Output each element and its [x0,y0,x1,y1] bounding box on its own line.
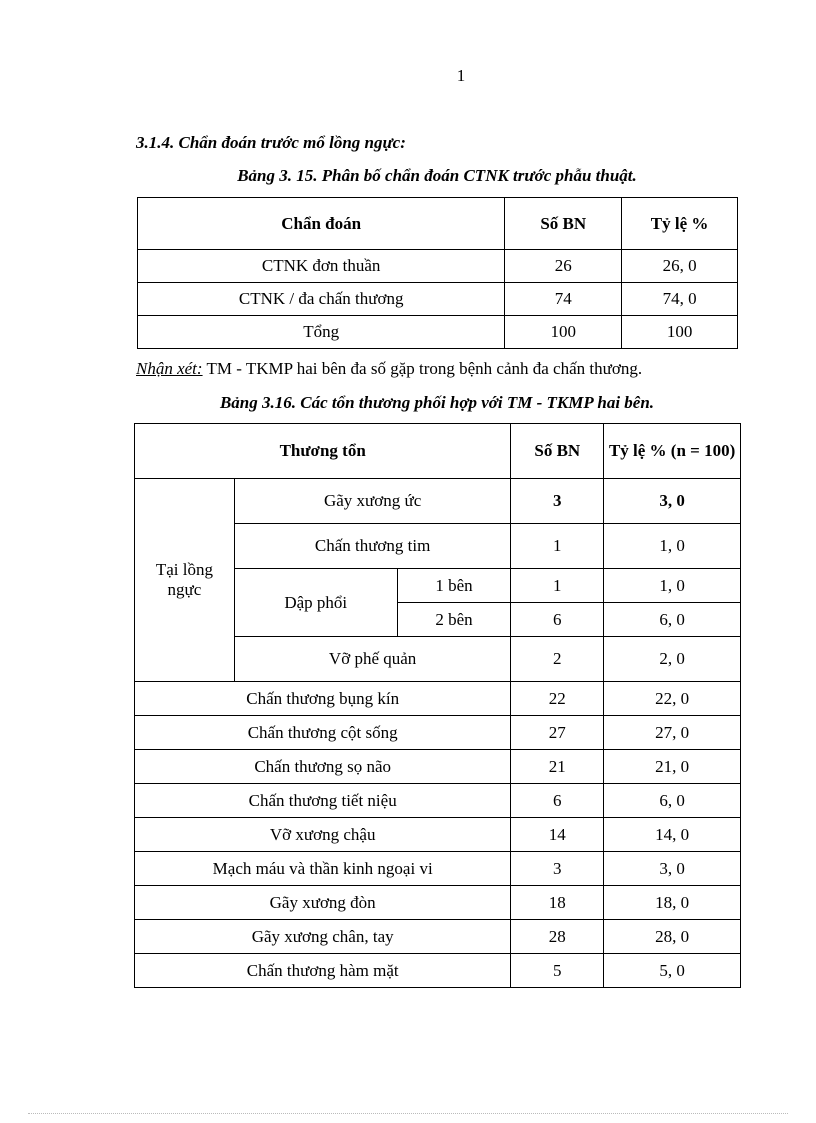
cell-count: 100 [505,316,622,349]
cell-percent: 74, 0 [622,283,738,316]
remark [136,359,642,379]
cell-count: 74 [505,283,622,316]
header-percent: Tỷ lệ % (n = 100) [604,424,741,479]
table-row [135,716,741,750]
cell-injury: Gãy xương ức [234,479,511,524]
diagnosis-table [137,197,738,349]
table-header-row [135,424,741,479]
cell-percent: 26, 0 [622,250,738,283]
table-row [135,886,741,920]
table-row [135,750,741,784]
cell-count: 27 [511,716,604,750]
cell-count: 28 [511,920,604,954]
table-row [138,283,738,316]
cell-count: 18 [511,886,604,920]
cell-percent: 100 [622,316,738,349]
cell-percent: 27, 0 [604,716,741,750]
table-row [135,682,741,716]
cell-percent: 22, 0 [604,682,741,716]
cell-injury: Vỡ phế quản [234,637,511,682]
cell-percent: 5, 0 [604,954,741,988]
header-diagnosis: Chẩn đoán [138,198,505,250]
cell-count: 3 [511,479,604,524]
cell-percent: 6, 0 [604,784,741,818]
cell-count: 5 [511,954,604,988]
cell-count: 2 [511,637,604,682]
cell-count: 1 [511,524,604,569]
table-header-row [138,198,738,250]
table-row [135,784,741,818]
table-row [135,852,741,886]
table-row [135,954,741,988]
cell-side: 1 bên [397,569,511,603]
injuries-table [134,423,741,988]
cell-percent: 14, 0 [604,818,741,852]
header-injury: Thương tổn [135,424,511,479]
cell-diagnosis: Tổng [138,316,505,349]
cell-percent: 6, 0 [604,603,741,637]
cell-injury: Chấn thương tim [234,524,511,569]
header-percent: Tỷ lệ % [622,198,738,250]
page-bottom-divider [28,1113,788,1114]
cell-percent: 28, 0 [604,920,741,954]
cell-percent: 2, 0 [604,637,741,682]
table1-caption: Bảng 3. 15. Phân bố chẩn đoán CTNK trước phẫu thuật. [237,166,637,185]
cell-injury: Chấn thương tiết niệu [135,784,511,818]
cell-count: 22 [511,682,604,716]
cell-count: 6 [511,784,604,818]
section-heading: 3.1.4. Chẩn đoán trước mổ lồng ngực: [136,133,406,152]
cell-count: 1 [511,569,604,603]
cell-injury: Chấn thương cột sống [135,716,511,750]
cell-percent: 3, 0 [604,852,741,886]
cell-injury: Chấn thương bụng kín [135,682,511,716]
table-row [135,818,741,852]
cell-count: 6 [511,603,604,637]
cell-percent: 1, 0 [604,524,741,569]
cell-side: 2 bên [397,603,511,637]
cell-count: 3 [511,852,604,886]
cell-count: 14 [511,818,604,852]
cell-percent: 3, 0 [604,479,741,524]
cell-percent: 1, 0 [604,569,741,603]
cell-lung-contusion: Dập phổi [234,569,397,637]
page-number: 1 [456,66,466,85]
header-count: Số BN [511,424,604,479]
table2-caption: Bảng 3.16. Các tổn thương phối hợp với TM - TKMP hai bên. [219,393,655,412]
group-label-thorax: Tại lồng ngực [135,479,235,682]
cell-diagnosis: CTNK / đa chấn thương [138,283,505,316]
cell-injury: Chấn thương sọ não [135,750,511,784]
table-row [135,920,741,954]
remark-label: Nhận xét: [136,359,203,378]
cell-percent: 21, 0 [604,750,741,784]
cell-count: 21 [511,750,604,784]
cell-injury: Gãy xương đòn [135,886,511,920]
cell-injury: Mạch máu và thần kinh ngoại vi [135,852,511,886]
table-row-total [138,316,738,349]
remark-text: TM - TKMP hai bên đa số gặp trong bệnh cảnh đa chấn thương. [202,359,643,378]
cell-injury: Chấn thương hàm mặt [135,954,511,988]
cell-diagnosis: CTNK đơn thuần [138,250,505,283]
table-row [138,250,738,283]
cell-count: 26 [505,250,622,283]
cell-percent: 18, 0 [604,886,741,920]
cell-injury: Vỡ xương chậu [135,818,511,852]
cell-injury: Gãy xương chân, tay [135,920,511,954]
table-row [135,479,741,524]
header-count: Số BN [505,198,622,250]
